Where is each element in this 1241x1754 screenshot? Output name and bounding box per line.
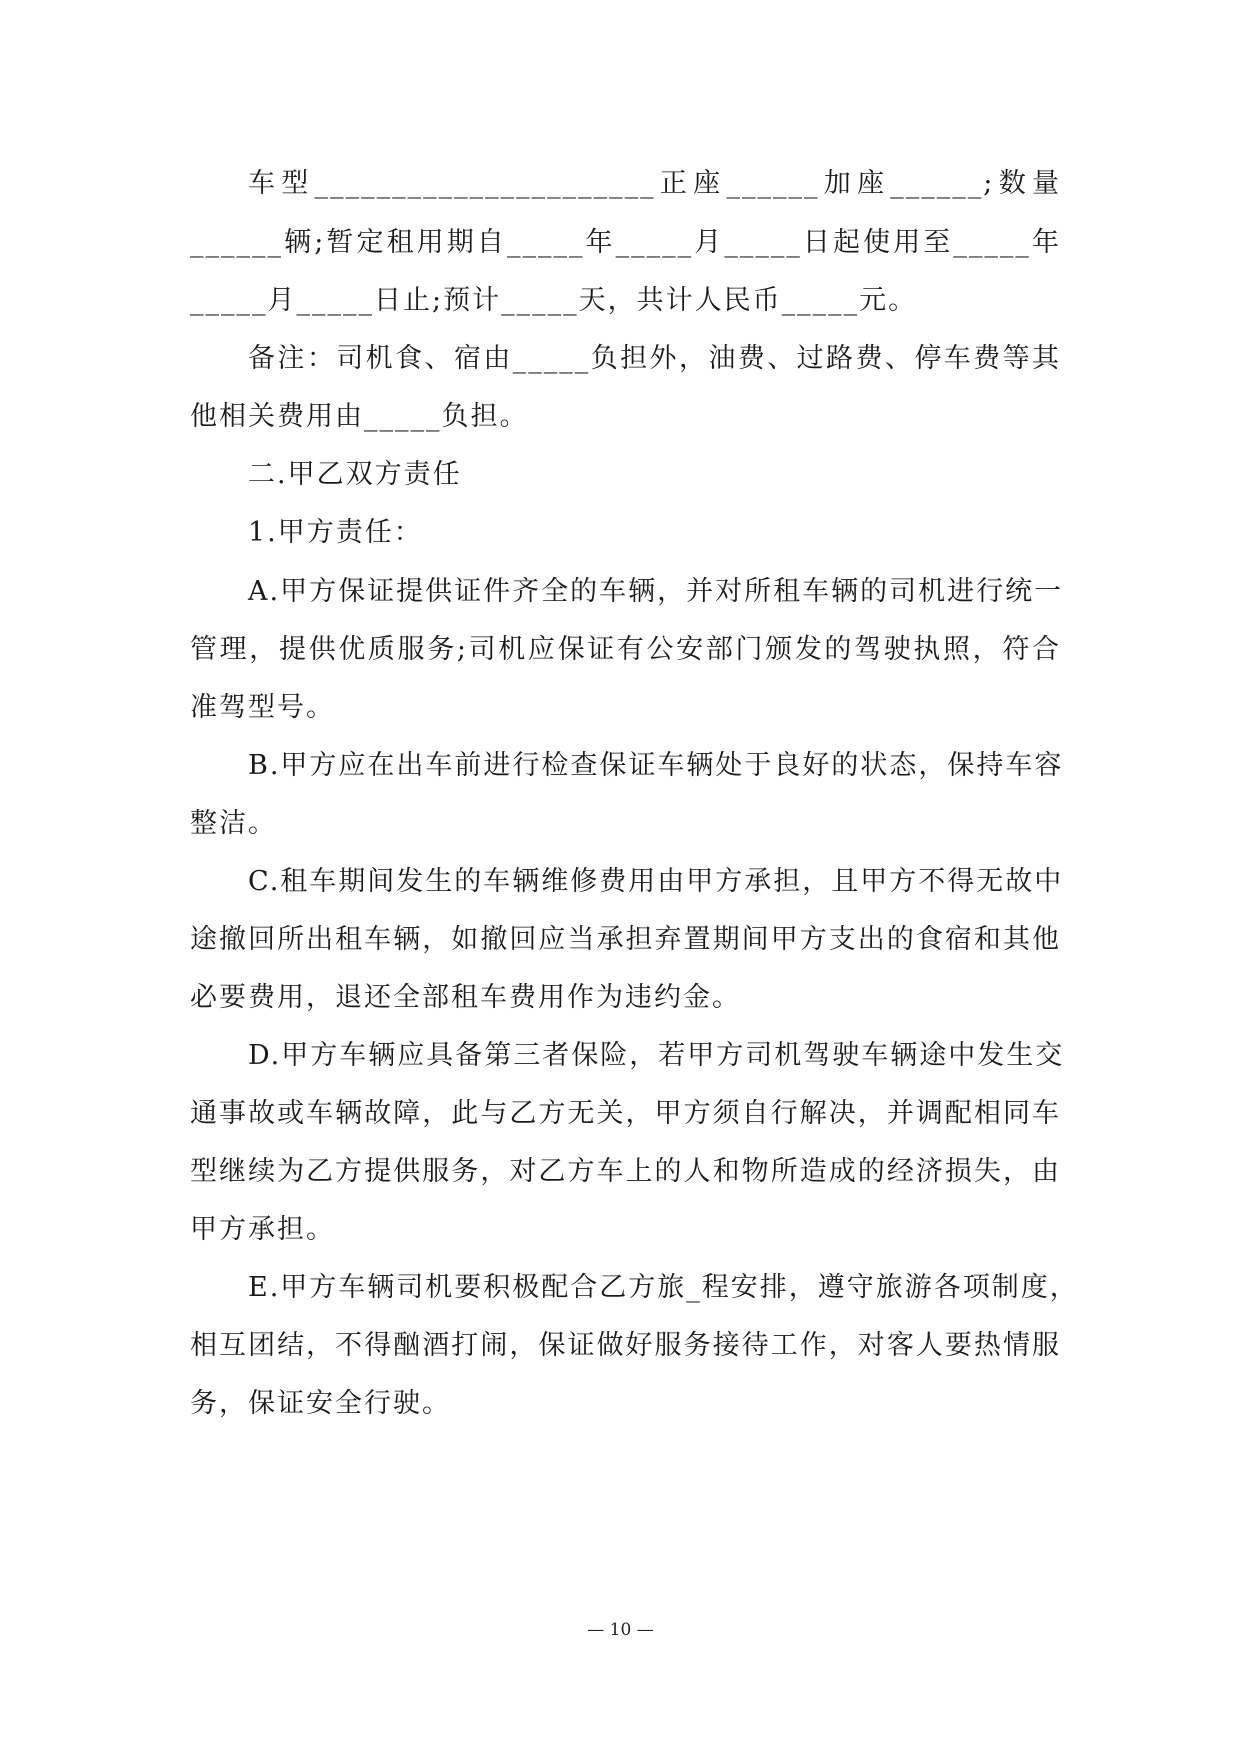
text-line: 备注：司机食、宿由_____负担外，油费、过路费、停车费等其 <box>248 343 1061 374</box>
text-line: 准驾型号。 <box>190 692 335 723</box>
text-line: B.甲方应在出车前进行检查保证车辆处于良好的状态，保持车容 <box>248 750 1064 781</box>
text-line: 途撤回所出租车辆，如撤回应当承担弃置期间甲方支出的食宿和其他 <box>190 924 1061 955</box>
text-line: _____月_____日止;预计_____天，共计人民币_____元。 <box>190 285 918 316</box>
subsection-heading: 1.甲方责任： <box>248 517 423 548</box>
text-line: 通事故或车辆故障，此与乙方无关，甲方须自行解决，并调配相同车 <box>190 1098 1061 1129</box>
text-line: C.租车期间发生的车辆维修费用由甲方承担，且甲方不得无故中 <box>248 866 1064 897</box>
text-line: E.甲方车辆司机要积极配合乙方旅_程安排，遵守旅游各项制度， <box>248 1272 1079 1303</box>
page-number: — 10 — <box>587 1620 654 1640</box>
section-heading: 二.甲乙双方责任 <box>248 459 462 490</box>
text-line: D.甲方车辆应具备第三者保险，若甲方司机驾驶车辆途中发生交 <box>248 1040 1065 1071</box>
text-line: 相互团结，不得酗酒打闹，保证做好服务接待工作，对客人要热情服 <box>190 1330 1061 1361</box>
text-line: 管理，提供优质服务;司机应保证有公安部门颁发的驾驶执照，符合 <box>190 634 1061 665</box>
text-line: 他相关费用由_____负担。 <box>190 401 529 432</box>
text-line: ______辆;暂定租用期自_____年_____月_____日起使用至_____年 <box>190 227 1061 258</box>
text-line: 必要费用，退还全部租车费用作为违约金。 <box>190 982 741 1013</box>
text-line: A.甲方保证提供证件齐全的车辆，并对所租车辆的司机进行统一 <box>248 576 1064 607</box>
text-line: 甲方承担。 <box>190 1214 335 1245</box>
text-line: 车型______________________正座______加座______;数量 <box>248 168 1061 199</box>
text-line: 务，保证安全行驶。 <box>190 1388 451 1419</box>
text-line: 型继续为乙方提供服务，对乙方车上的人和物所造成的经济损失，由 <box>190 1156 1061 1187</box>
text-line: 整洁。 <box>190 808 277 839</box>
